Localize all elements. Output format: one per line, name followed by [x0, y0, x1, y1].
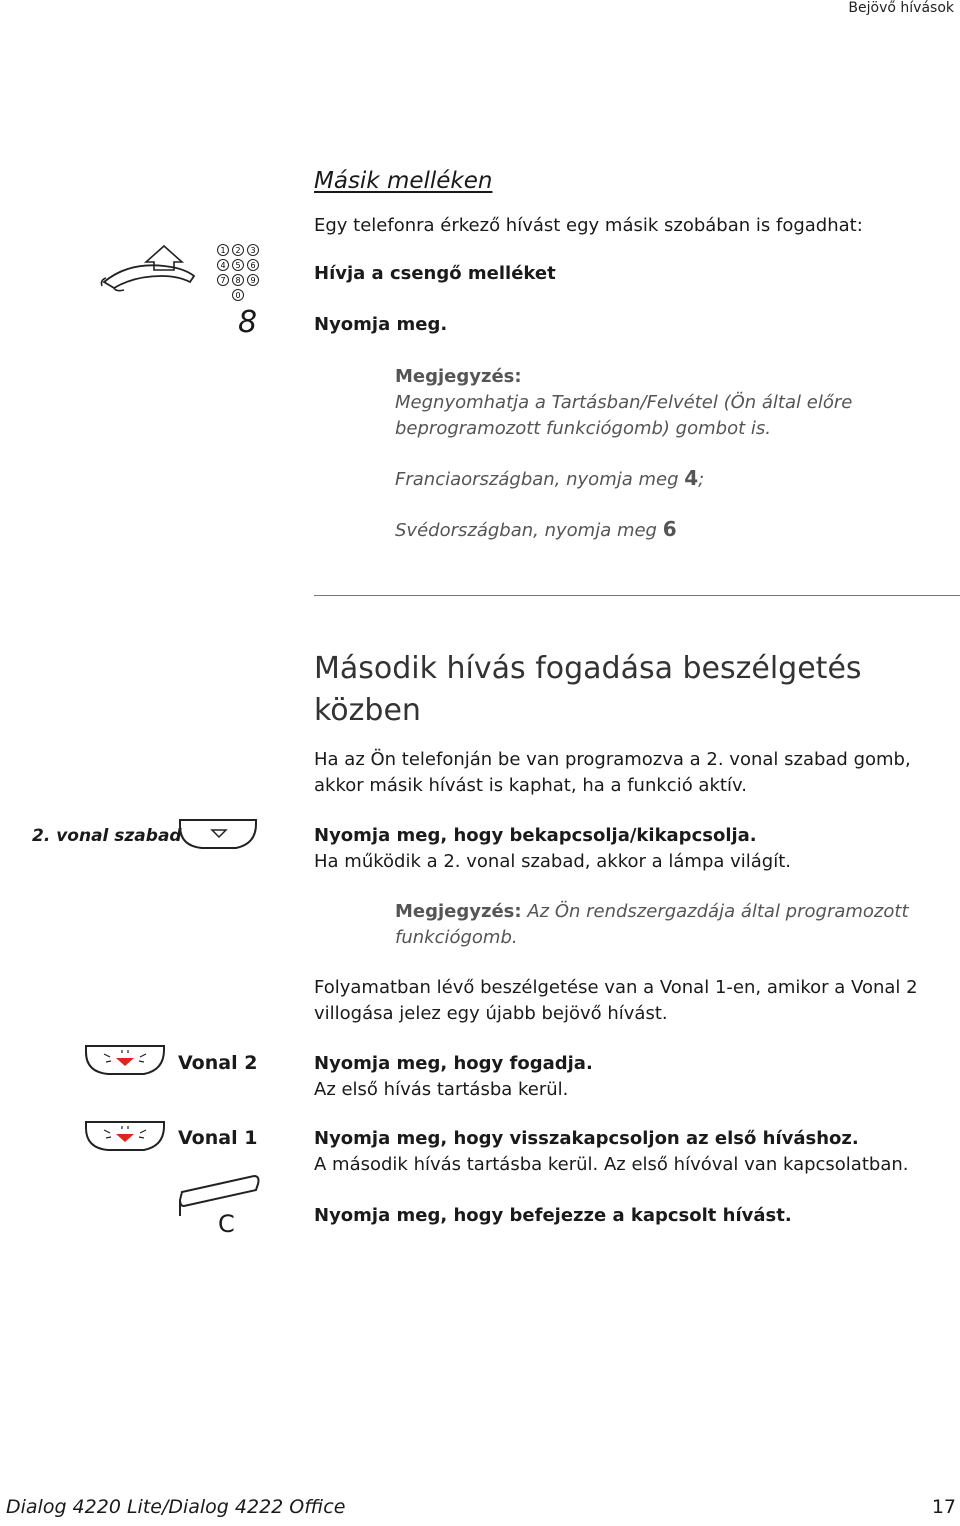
note-line: Megnyomhatja a Tartásban/Felvétel (Ön által előre	[395, 392, 853, 413]
keypad-key-label: 3	[250, 246, 256, 255]
keypad-icon	[216, 243, 262, 303]
clear-key-letter: C	[218, 1210, 235, 1238]
keypad-key-label: 2	[235, 246, 241, 255]
line2-label: Vonal 2	[178, 1052, 258, 1074]
ongoing-line: villogása jelez egy újabb bejövő hívást.	[314, 1003, 668, 1024]
keypad-key-label: 5	[235, 261, 241, 270]
line2-step	[314, 1051, 593, 1103]
note-sweden	[395, 516, 677, 544]
step-text: Nyomja meg, hogy visszakapcsoljon az első híváshoz.	[314, 1128, 859, 1149]
running-header: Bejövő hívások	[848, 0, 954, 16]
note-text: funkciógomb.	[395, 927, 518, 948]
note-france	[395, 465, 704, 493]
footer-page-number: 17	[931, 1496, 956, 1518]
keypad-key-label: 9	[250, 276, 256, 285]
section1-intro: Egy telefonra érkező hívást egy másik szobában is fogadhat:	[314, 215, 863, 236]
section2-intro	[314, 747, 911, 799]
note-label: Megjegyzés:	[395, 901, 522, 922]
note-text: Az Ön rendszergazdája által programozott	[521, 901, 909, 922]
note-line: beprogramozott funkciógomb) gombot is.	[395, 418, 771, 439]
note-block-1	[395, 364, 852, 442]
france-key: 4	[684, 466, 699, 490]
keypad-key-label: 1	[220, 246, 226, 255]
line2-key-flashing-icon[interactable]	[82, 1040, 168, 1080]
digit-8: 8	[238, 305, 258, 340]
keypad-key-label: 4	[220, 261, 226, 270]
step-press: Nyomja meg.	[314, 314, 448, 335]
step-sub: Ha működik a 2. vonal szabad, akkor a lámpa világít.	[314, 851, 792, 872]
sweden-key: 6	[662, 517, 677, 541]
divider	[314, 595, 960, 596]
note-block-2	[395, 899, 940, 951]
step-text: Nyomja meg, hogy fogadja.	[314, 1053, 593, 1074]
intro-line: Ha az Ön telefonján be van programozva a 2. vonal szabad gomb,	[314, 749, 911, 770]
sweden-text: Svédországban, nyomja meg	[395, 520, 663, 541]
line1-label: Vonal 1	[178, 1127, 258, 1149]
ongoing-line: Folyamatban lévő beszélgetése van a Vonal 1-en, amikor a Vonal 2	[314, 977, 918, 998]
france-text: Franciaországban, nyomja meg	[395, 469, 685, 490]
step-sub: Az első hívás tartásba kerül.	[314, 1079, 569, 1100]
line1-step	[314, 1126, 908, 1178]
step-sub: A második hívás tartásba kerül. Az első hívóval van kapcsolatban.	[314, 1154, 909, 1175]
keypad-key-label: 7	[220, 276, 226, 285]
section-title-other-extension: Másik melléken	[314, 168, 493, 194]
step-clear: Nyomja meg, hogy befejezze a kapcsolt hívást.	[314, 1205, 792, 1226]
line1-key-flashing-icon[interactable]	[82, 1116, 168, 1156]
keypad-key-label: 8	[235, 276, 241, 285]
intro-line: akkor másik hívást is kaphat, ha a funkció aktív.	[314, 775, 747, 796]
keypad-key-label: 6	[250, 261, 256, 270]
keypad-key-label: 0	[235, 291, 241, 300]
ongoing-call-text	[314, 975, 918, 1027]
step-toggle	[314, 823, 791, 875]
section-title-second-call: Második hívás fogadása beszélgetés közben	[314, 651, 862, 728]
key-label-line2-free: 2. vonal szabad	[32, 826, 182, 846]
step-text: Nyomja meg, hogy bekapcsolja/kikapcsolja.	[314, 825, 757, 846]
france-end: ;	[698, 469, 705, 490]
note-label: Megjegyzés:	[395, 366, 522, 387]
footer-product: Dialog 4220 Lite/Dialog 4222 Office	[6, 1496, 346, 1518]
function-key-icon[interactable]	[176, 816, 260, 854]
step-call-ringing-extension: Hívja a csengő melléket	[314, 263, 556, 284]
